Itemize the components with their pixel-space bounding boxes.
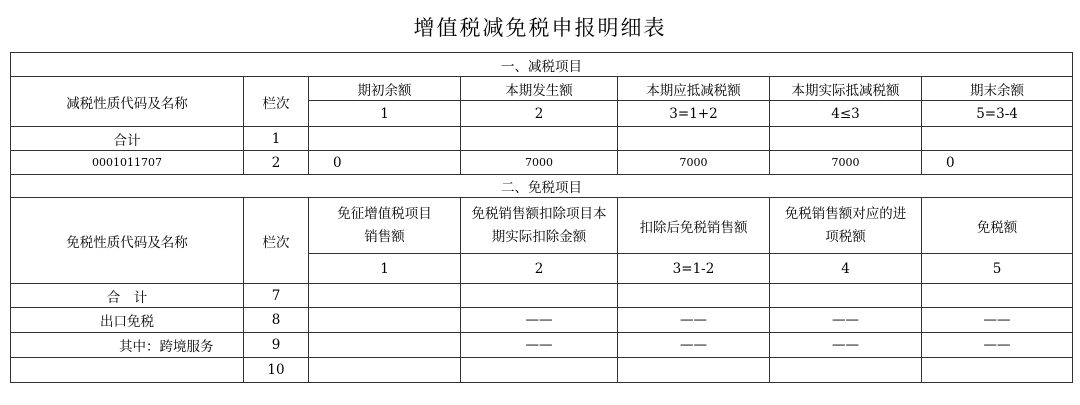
section1-col-number: 5=3-4 bbox=[922, 101, 1073, 127]
cell: —— bbox=[922, 333, 1073, 358]
cell: —— bbox=[770, 308, 922, 333]
section1-data-row bbox=[11, 151, 1073, 175]
cell bbox=[309, 127, 461, 151]
cell: 0 bbox=[922, 151, 1073, 175]
cell: —— bbox=[461, 333, 618, 358]
cell: 7000 bbox=[770, 151, 922, 175]
section1-col-header: 本期发生额 bbox=[461, 77, 618, 101]
cell: 7000 bbox=[618, 151, 770, 175]
cell bbox=[309, 284, 461, 308]
row-number: 1 bbox=[244, 127, 309, 151]
row-name: 其中：跨境服务 bbox=[11, 333, 244, 358]
vat-relief-table bbox=[10, 52, 1073, 383]
section2-data-row bbox=[11, 308, 1073, 333]
row-name bbox=[11, 358, 244, 383]
cell bbox=[618, 284, 770, 308]
section2-col-header: 免税额 bbox=[922, 198, 1073, 254]
cell bbox=[461, 284, 618, 308]
row-number: 2 bbox=[244, 151, 309, 175]
section2-total-row bbox=[11, 284, 1073, 308]
cell: —— bbox=[618, 308, 770, 333]
cell bbox=[309, 333, 461, 358]
section1-col-number: 4≤3 bbox=[770, 101, 922, 127]
section2-data-row bbox=[11, 358, 1073, 383]
section1-col-header: 期末余额 bbox=[922, 77, 1073, 101]
section2-col-number: 2 bbox=[461, 254, 618, 284]
section2-header: 二、免税项目 bbox=[11, 175, 1073, 198]
row-number: 7 bbox=[244, 284, 309, 308]
row-name: 出口免税 bbox=[11, 308, 244, 333]
section1-col-header: 期初余额 bbox=[309, 77, 461, 101]
section1-col-header: 本期应抵减税额 bbox=[618, 77, 770, 101]
section2-col-number: 4 bbox=[770, 254, 922, 284]
cell bbox=[618, 358, 770, 383]
cell bbox=[461, 127, 618, 151]
section1-header: 一、减税项目 bbox=[11, 53, 1073, 77]
row-number: 8 bbox=[244, 308, 309, 333]
section1-column-header-row bbox=[11, 77, 1073, 101]
cell: —— bbox=[770, 333, 922, 358]
cell: —— bbox=[618, 333, 770, 358]
section2-header-row bbox=[11, 175, 1073, 198]
section1-col-header: 本期实际抵减税额 bbox=[770, 77, 922, 101]
section1-col-number: 1 bbox=[309, 101, 461, 127]
section1-total-row bbox=[11, 127, 1073, 151]
cell: 0 bbox=[309, 151, 461, 175]
section2-row-col-header: 栏次 bbox=[244, 198, 309, 284]
cell bbox=[309, 358, 461, 383]
cell bbox=[922, 358, 1073, 383]
cell bbox=[770, 284, 922, 308]
cell: —— bbox=[461, 308, 618, 333]
section1-col-number: 2 bbox=[461, 101, 618, 127]
cell bbox=[922, 127, 1073, 151]
cell bbox=[618, 127, 770, 151]
section1-col-number: 3=1+2 bbox=[618, 101, 770, 127]
cell: —— bbox=[922, 308, 1073, 333]
section2-col-number: 5 bbox=[922, 254, 1073, 284]
section2-col-number: 1 bbox=[309, 254, 461, 284]
section1-row-col-header: 栏次 bbox=[244, 77, 309, 127]
row-name: 合计 bbox=[11, 127, 244, 151]
section2-col-header: 免税销售额对应的进项税额 bbox=[770, 198, 922, 254]
cell bbox=[309, 308, 461, 333]
row-number: 9 bbox=[244, 333, 309, 358]
section2-column-header-row bbox=[11, 198, 1073, 254]
section2-name-col-header: 免税性质代码及名称 bbox=[11, 198, 244, 284]
section2-col-number: 3=1-2 bbox=[618, 254, 770, 284]
cell bbox=[770, 127, 922, 151]
section2-col-header: 免税销售额扣除项目本期实际扣除金额 bbox=[461, 198, 618, 254]
row-number: 10 bbox=[244, 358, 309, 383]
row-name: 合 计 bbox=[11, 284, 244, 308]
section2-col-header: 扣除后免税销售额 bbox=[618, 198, 770, 254]
section1-header-row bbox=[11, 53, 1073, 77]
row-name: 0001011707 bbox=[11, 151, 244, 175]
section1-name-col-header: 减税性质代码及名称 bbox=[11, 77, 244, 127]
cell bbox=[461, 358, 618, 383]
page-title: 增值税减免税申报明细表 bbox=[413, 16, 667, 40]
cell: 7000 bbox=[461, 151, 618, 175]
section2-data-row bbox=[11, 333, 1073, 358]
cell bbox=[922, 284, 1073, 308]
section2-col-header: 免征增值税项目销售额 bbox=[309, 198, 461, 254]
cell bbox=[770, 358, 922, 383]
